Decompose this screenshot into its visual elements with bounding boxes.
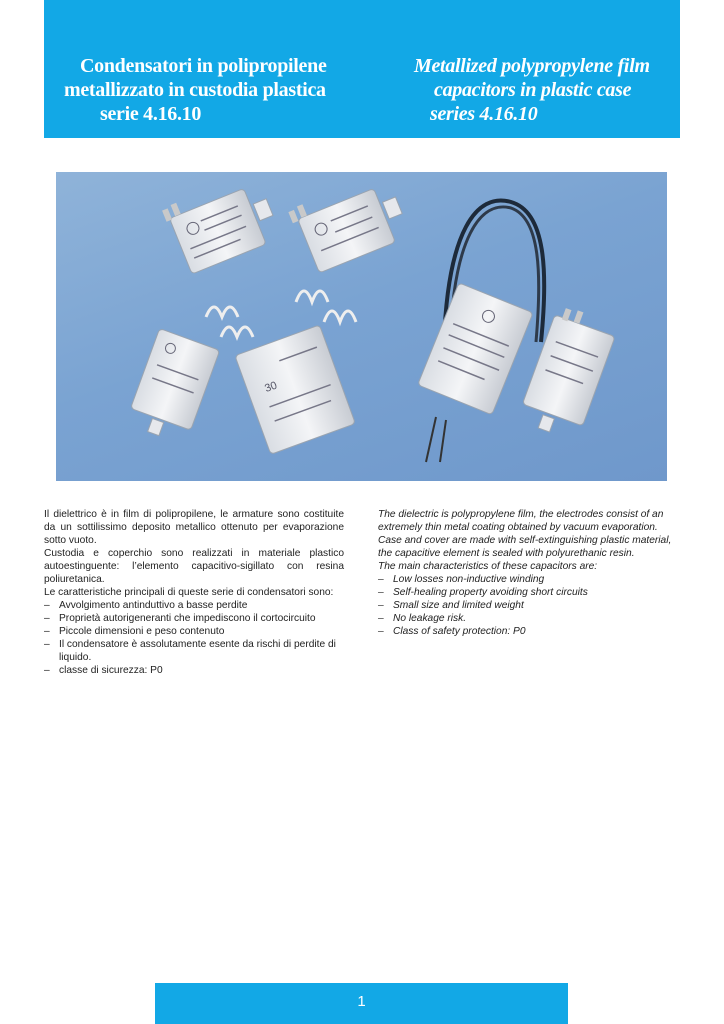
capacitor-3	[418, 283, 533, 415]
en-case: Case and cover are made with self-extinguishing plastic material, the capacitive element is sealed with polyurethanic resin.	[378, 535, 672, 559]
capacitor-1	[161, 172, 282, 276]
en-features-list	[378, 573, 678, 638]
title-it-line-1: Condensatori in polipropilene	[80, 55, 327, 77]
it-features-list	[44, 599, 344, 677]
title-en-line-3: series 4.16.10	[430, 103, 538, 125]
page-number: 1	[357, 993, 366, 1010]
title-it-line-3: serie 4.16.10	[100, 103, 202, 125]
italian-text-column	[44, 508, 344, 677]
capacitor-6	[235, 291, 356, 454]
footer-banner	[155, 983, 568, 1024]
svg-text:30: 30	[263, 379, 279, 395]
product-photo	[56, 172, 667, 481]
capacitors-illustration	[56, 172, 667, 481]
list-item: – No leakage risk.	[378, 613, 467, 624]
title-en-line-1: Metallized polypropylene film	[414, 55, 650, 77]
header-banner	[44, 0, 680, 138]
it-features-intro: Le caratteristiche principali di queste serie di condensatori sono:	[44, 587, 334, 598]
it-intro: Il dielettrico è in film di polipropilene, le armature sono costituite da un sottilissimo deposito metallico ottenuto per evaporazione sotto vuoto.	[44, 509, 344, 546]
en-features-intro: The main characteristics of these capacitors are:	[378, 561, 598, 572]
list-item: – Proprietà autorigeneranti che impediscono il cortocircuito	[44, 613, 316, 624]
title-italian	[64, 54, 364, 126]
list-item: – classe di sicurezza: P0	[44, 665, 163, 676]
it-case: Custodia e coperchio sono realizzati in materiale plastico autoestinguente: l’elemento capacitivo-sigillato con resina poliuretanica.	[44, 548, 344, 585]
title-english	[414, 54, 694, 126]
list-item: – Small size and limited weight	[378, 600, 524, 611]
list-item: – Class of safety protection: P0	[378, 626, 526, 637]
english-text-column	[378, 508, 678, 638]
list-item: – Low losses non-inductive winding	[378, 574, 545, 585]
list-item: – Il condensatore è assolutamente esente da rischi di perdite di liquido.	[44, 639, 336, 663]
title-en-line-2: capacitors in plastic case	[434, 79, 632, 101]
capacitor-5	[125, 307, 253, 445]
title-it-line-2: metallizzato in custodia plastica	[64, 79, 326, 101]
capacitor-4	[517, 303, 620, 441]
list-item: – Self-healing property avoiding short circuits	[378, 587, 588, 598]
capacitor-2	[288, 172, 412, 275]
list-item: – Piccole dimensioni e peso contenuto	[44, 626, 225, 637]
en-intro: The dielectric is polypropylene film, the electrodes consist of an extremely thin metal coating obtained by vacuum evaporation.	[378, 509, 664, 533]
list-item: – Avvolgimento antinduttivo a basse perdite	[44, 600, 248, 611]
